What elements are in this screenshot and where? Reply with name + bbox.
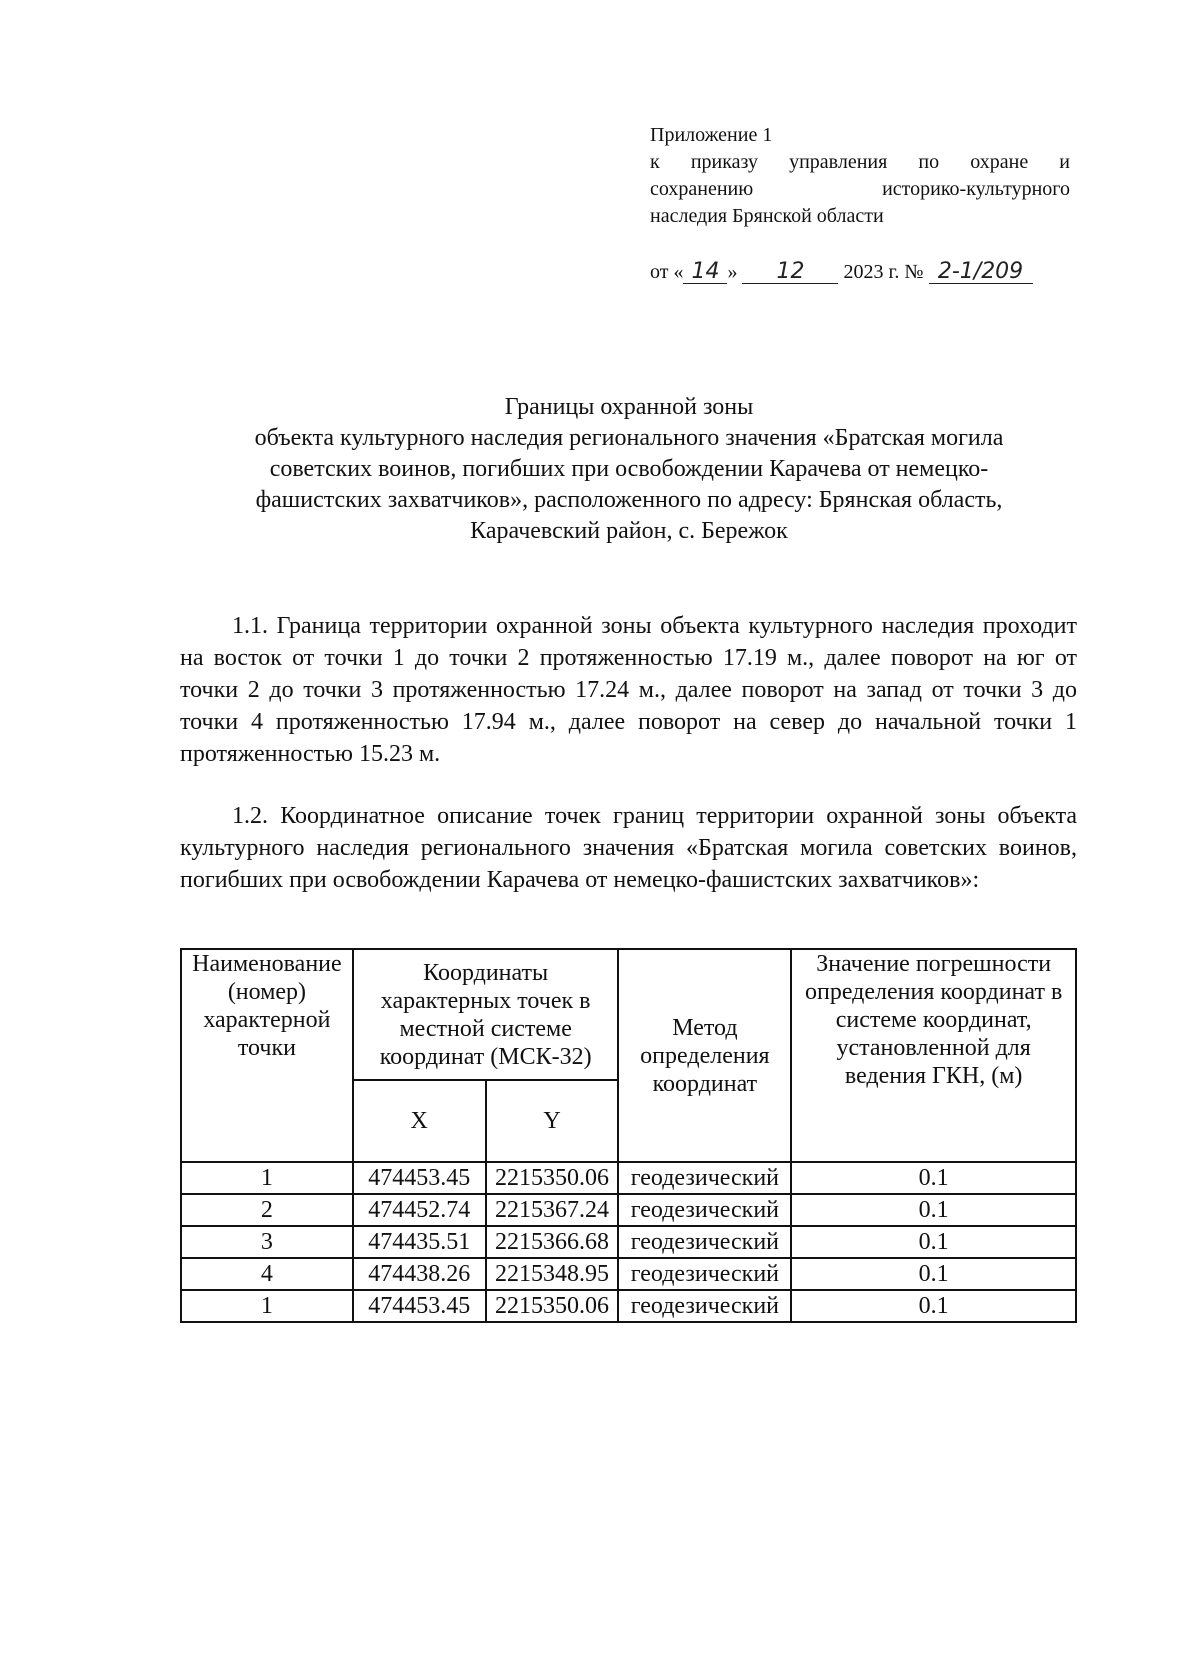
cell-error: 0.1 <box>791 1258 1076 1290</box>
paragraph-1-2 <box>180 800 1077 896</box>
cell-point: 4 <box>181 1258 353 1290</box>
cell-error: 0.1 <box>791 1290 1076 1322</box>
date-mid: » <box>727 261 738 283</box>
appendix-line: к приказу управления по охране и <box>650 151 1070 173</box>
header-point-name: Наименование (номер) характерной точки <box>181 949 353 1162</box>
cell-x: 474435.51 <box>353 1226 486 1258</box>
cell-y: 2215350.06 <box>486 1290 619 1322</box>
paragraph-1-1 <box>180 610 1077 770</box>
cell-method: геодезический <box>618 1290 791 1322</box>
cell-point: 1 <box>181 1162 353 1194</box>
cell-method: геодезический <box>618 1258 791 1290</box>
cell-y: 2215367.24 <box>486 1194 619 1226</box>
title-line: Границы охранной зоны <box>504 394 754 420</box>
cell-x: 474452.74 <box>353 1194 486 1226</box>
header-y: Y <box>486 1080 619 1162</box>
table-row <box>181 1162 1076 1194</box>
header-error: Значение погрешности определения координат в системе координат, установленной для ведения ГКН, (м) <box>791 949 1076 1162</box>
cell-x: 474438.26 <box>353 1258 486 1290</box>
appendix-line: наследия Брянской области <box>650 205 884 227</box>
cell-point: 3 <box>181 1226 353 1258</box>
table-row <box>181 1226 1076 1258</box>
table-row <box>181 1290 1076 1322</box>
handwritten-day: 14 <box>683 261 727 284</box>
handwritten-order-number: 2-1/209 <box>929 261 1033 284</box>
title-line: объекта культурного наследия регионального значения «Братская могила <box>254 425 1004 451</box>
title-line: советских воинов, погибших при освобождении Карачева от немецко- <box>269 456 989 482</box>
title-line: фашистских захватчиков», расположенного по адресу: Брянская область, <box>255 487 1003 513</box>
cell-method: геодезический <box>618 1226 791 1258</box>
cell-y: 2215350.06 <box>486 1162 619 1194</box>
cell-y: 2215348.95 <box>486 1258 619 1290</box>
cell-x: 474453.45 <box>353 1290 486 1322</box>
paragraph-text: 1.2. Координатное описание точек границ территории охранной зоны объекта культурного наследия регионального значения «Братская могила советских воинов, погибших при освобождении Карачева от немецко-фашистских захватчиков»: <box>180 803 1077 893</box>
cell-point: 2 <box>181 1194 353 1226</box>
appendix-header <box>650 122 1070 286</box>
cell-x: 474453.45 <box>353 1162 486 1194</box>
date-prefix: от « <box>650 261 684 283</box>
cell-error: 0.1 <box>791 1162 1076 1194</box>
header-coordinates: Координаты характерных точек в местной системе координат (МСК-32) <box>353 949 619 1080</box>
paragraph-text: 1.1. Граница территории охранной зоны объекта культурного наследия проходит на восток от точки 1 до точки 2 протяженностью 17.19 м., далее поворот на юг от точки 2 до точки 3 протяженностью 17.24 м., далее поворот на запад от точки 3 до точки 4 протяженностью 17.94 м., далее поворот на север до начальной точки 1 протяженностью 15.23 м. <box>180 613 1077 767</box>
table-row <box>181 1258 1076 1290</box>
cell-error: 0.1 <box>791 1226 1076 1258</box>
order-dateline <box>650 259 1070 286</box>
appendix-line: сохранению историко-культурного <box>650 178 1070 200</box>
cell-method: геодезический <box>618 1194 791 1226</box>
handwritten-month: 12 <box>742 261 838 284</box>
header-x: X <box>353 1080 486 1162</box>
header-method: Метод определения координат <box>618 949 791 1162</box>
title-line: Карачевский район, с. Бережок <box>470 518 788 544</box>
date-year: 2023 г. № <box>843 261 924 283</box>
document-title <box>190 392 1068 547</box>
table-row <box>181 1194 1076 1226</box>
appendix-title: Приложение 1 <box>650 124 773 146</box>
cell-error: 0.1 <box>791 1194 1076 1226</box>
cell-method: геодезический <box>618 1162 791 1194</box>
coordinates-table <box>180 948 1077 1323</box>
cell-y: 2215366.68 <box>486 1226 619 1258</box>
cell-point: 1 <box>181 1290 353 1322</box>
